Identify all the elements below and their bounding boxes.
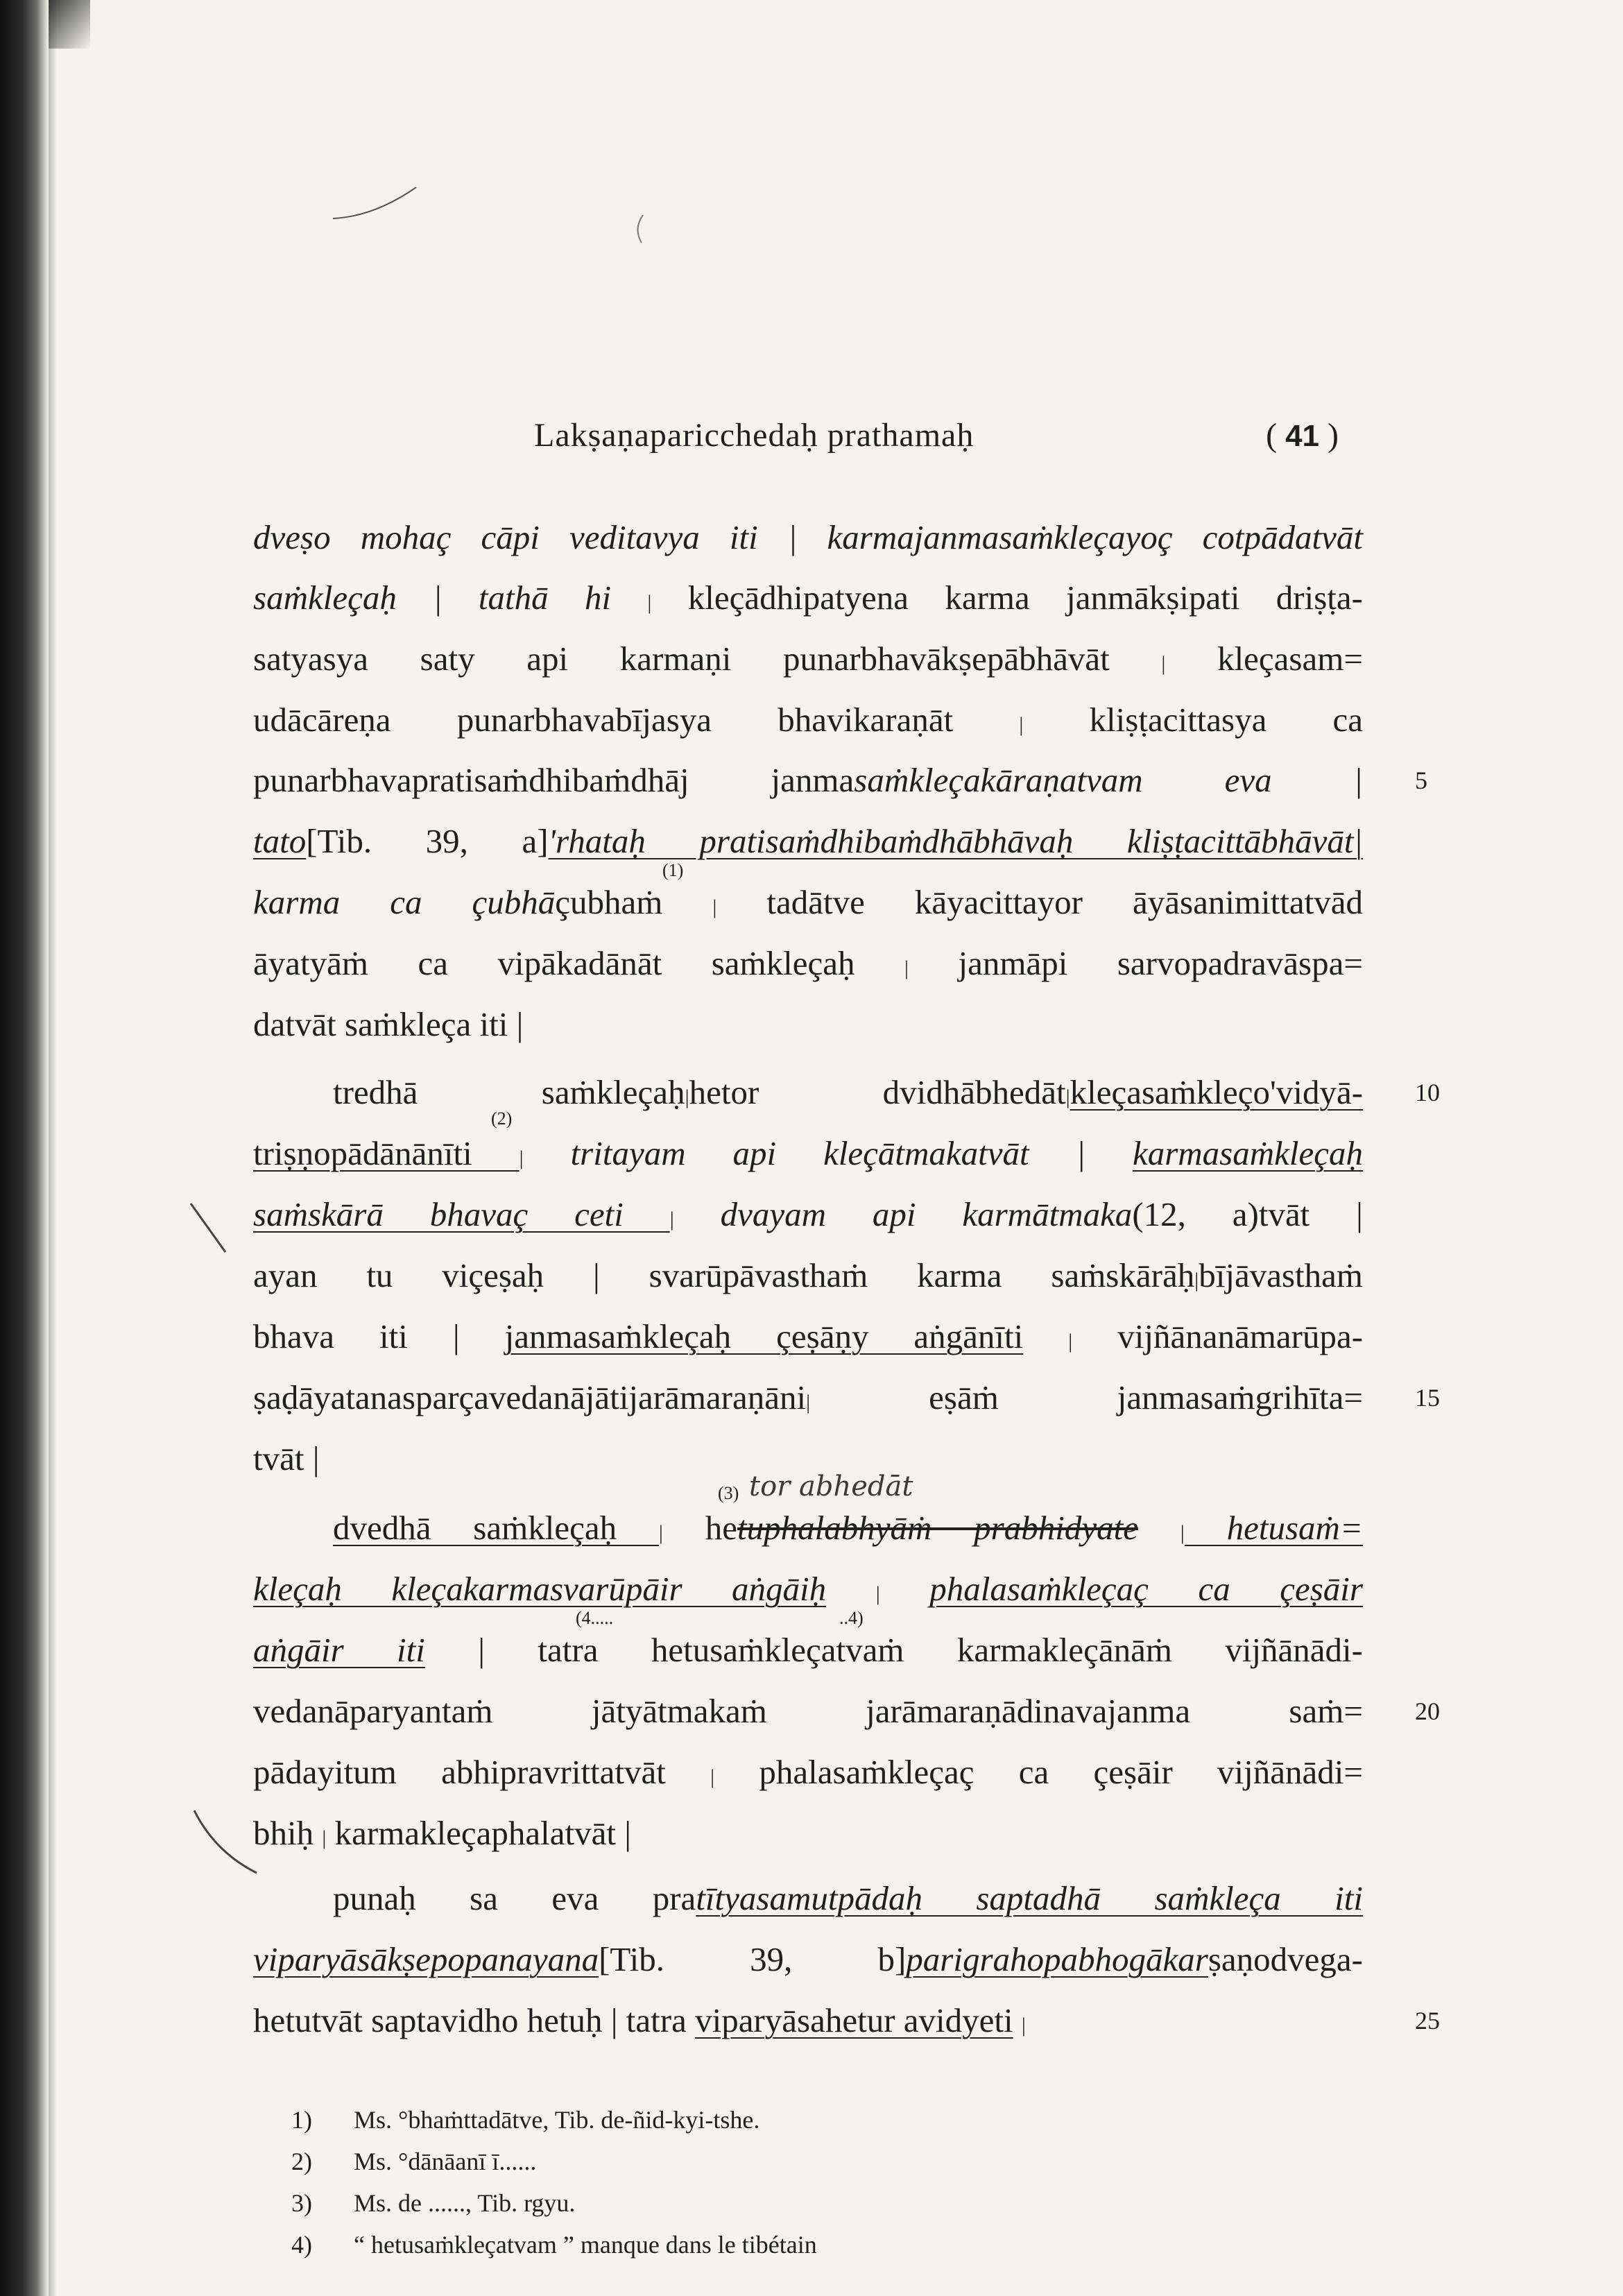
danda-mark: | [904, 957, 909, 979]
footnote-text: Ms. °dānāanī ī...... [354, 2148, 537, 2175]
line-13-segment: ayan tu viçeṣaḥ | svarūpāvasthaṁ karma saṁskārāḥ [253, 1256, 1195, 1294]
text-line-10 [333, 1068, 1363, 1117]
struck-through-text: tuphalabhyāṁ prabhidyate [737, 1509, 1138, 1547]
danda-mark: | [1194, 1269, 1199, 1292]
stray-bracket-mark [628, 212, 649, 246]
footnote-number: 1) [291, 2106, 312, 2134]
line-5-segment: punarbhavapratisaṁdhibaṁdhāj janma [253, 761, 855, 799]
line-17-segment [1138, 1509, 1180, 1547]
text-line-3 [253, 635, 1363, 683]
line-number-5: 5 [1415, 766, 1427, 794]
line-10-segment: 'vidyā- [1270, 1073, 1364, 1111]
danda-mark: | [712, 896, 717, 918]
line-21-segment: phalasaṁkleçaç ca çeṣāir vijñānādi= [714, 1753, 1363, 1791]
line-7-segment: tadātve kāyacittayor āyāsanimittatvād [716, 883, 1363, 921]
line-12-segment: saṁskārā bhavaç ceti [253, 1195, 670, 1233]
line-17-segment: dvedhā saṁkleçaḥ [333, 1509, 659, 1547]
spine-edge-shade [49, 0, 57, 2296]
line-15-segment: ṣaḍāyatanasparçavedanājātijarāmaraṇāni [253, 1378, 807, 1416]
footnote-text: “ hetusaṁkleçatvam ” manque dans le tibétain [354, 2231, 817, 2259]
footnote-4 [291, 2227, 817, 2263]
line-18-segment [826, 1570, 876, 1608]
footnote-marker-4-end: ..4) [839, 1608, 864, 1628]
line-22-segment: karmakleçaphalatvāt | [326, 1814, 632, 1852]
danda-mark: | [806, 1391, 811, 1414]
line-14-segment: janmasaṁkleçaḥ çeṣāṇy aṅgānīti [504, 1317, 1024, 1355]
text-line-1 [253, 513, 1363, 562]
line-11-segment: karmasaṁkleçaḥ [1132, 1134, 1363, 1172]
text-line-2 [253, 574, 1363, 622]
danda-mark: | [1180, 1521, 1185, 1544]
footnote-number: 2) [291, 2148, 312, 2175]
footnote-1 [291, 2102, 759, 2138]
running-title: Lakṣaṇaparicchedaḥ prathamaḥ [534, 417, 974, 454]
line-23-segment: punaḥ sa eva pra [333, 1879, 696, 1917]
line-25-segment [1013, 2001, 1022, 2039]
text-line-17 [333, 1504, 1363, 1552]
text-line-25 [253, 1996, 1363, 2045]
line-3-segment: satyasya saty api karmaṇi punarbhavākṣepābhāvāt [253, 640, 1162, 678]
margin-slash-mark [187, 1804, 264, 1880]
line-5-segment: saṁkleçakāraṇatvam eva | [854, 761, 1363, 799]
line-7-segment: karma ca çubhā [253, 883, 556, 921]
line-17-segment: he [662, 1509, 737, 1547]
text-line-21 [253, 1748, 1363, 1797]
footnote-3 [291, 2185, 575, 2221]
text-line-19 [253, 1626, 1363, 1674]
line-6-segment: tato [253, 822, 307, 860]
danda-mark: | [647, 591, 652, 614]
margin-tick-mark [184, 1197, 232, 1259]
danda-mark: | [875, 1582, 880, 1605]
line-number-10: 10 [1415, 1079, 1440, 1106]
footnote-marker-3: (3) [718, 1483, 739, 1503]
footnote-text: Ms. de ......, Tib. rgyu. [354, 2189, 576, 2217]
text-line-11 [253, 1129, 1363, 1178]
line-2-segment: saṁkleçaḥ | tathā hi [253, 579, 648, 617]
line-17-segment: hetusaṁ= [1184, 1509, 1363, 1547]
line-22-segment: bhiḥ [253, 1814, 323, 1852]
tibetan-reference: [Tib. 39, a] [306, 822, 549, 860]
footnote-marker-2: (2) [491, 1108, 513, 1129]
line-number-15: 15 [1415, 1384, 1440, 1412]
danda-mark: | [322, 1826, 327, 1849]
line-24-segment: parigrahopabhogākar [906, 1940, 1208, 1978]
page-header [534, 416, 1339, 465]
line-14-segment: bhava iti | [253, 1317, 505, 1355]
footnote-marker-1: (1) [662, 860, 684, 880]
line-23-segment: tītyasamutpādaḥ saptadhā saṁkleça iti [696, 1879, 1363, 1917]
line-11-segment: tritayam api kleçātmakatvāt | [523, 1134, 1133, 1172]
line-10-segment: hetor dvidhābhedāt [689, 1073, 1066, 1111]
line-4-segment: kliṣṭacittasya ca [1023, 701, 1363, 739]
page-number: ( 41 ) [1266, 417, 1339, 454]
text-line-14 [253, 1312, 1363, 1361]
text-line-9 [253, 1000, 1363, 1049]
text-line-7 [253, 878, 1363, 927]
text-line-24 [253, 1935, 1363, 1984]
text-line-5 [253, 756, 1363, 805]
line-15-segment: eṣāṁ janmasaṁgrihīta= [810, 1378, 1363, 1416]
text-line-4 [253, 696, 1363, 744]
stray-pencil-stroke-mark [326, 180, 423, 229]
danda-mark: | [1068, 1330, 1073, 1353]
line-12-segment: karmātmaka [962, 1195, 1133, 1233]
danda-mark: | [519, 1147, 524, 1170]
line-8-segment: janmāpi sarvopadravāspa= [909, 944, 1363, 982]
line-21-segment: pādayitum abhipravrittatvāt [253, 1753, 711, 1791]
line-10-segment: kleçasaṁkleço [1070, 1073, 1270, 1111]
danda-mark: | [658, 1521, 663, 1544]
text-line-6 [253, 817, 1363, 866]
book-spine-shadow [0, 0, 49, 2296]
line-12-segment: dvayam api [673, 1195, 963, 1233]
footnote-marker-4-start: (4..... [576, 1608, 614, 1628]
text-line-12 [253, 1190, 1363, 1239]
line-3-segment: kleçasam= [1165, 640, 1363, 678]
line-20-segment: vedanāparyantaṁ jātyātmakaṁ jarāmaraṇādinavajanma saṁ= [253, 1692, 1363, 1730]
footnote-number: 3) [291, 2189, 312, 2217]
line-7-segment: çubhaṁ [555, 883, 713, 921]
danda-mark: | [1161, 652, 1166, 675]
line-24-segment: ṣaṇodvega- [1208, 1940, 1363, 1978]
page-number-value: 41 [1285, 419, 1320, 453]
line-25-segment: viparyāsahetur avidyeti [695, 2001, 1013, 2039]
footnote-2 [291, 2143, 536, 2179]
line-25-segment: hetutvāt saptavidho hetuḥ | tatra [253, 2001, 696, 2039]
text-line-8 [253, 939, 1363, 988]
line-9-segment: datvāt saṁkleça iti | [253, 1005, 524, 1043]
line-4-segment: udācāreṇa punarbhavabījasya bhavikaraṇāt [253, 701, 1020, 739]
line-12-segment: (12, a)tvāt | [1132, 1195, 1363, 1233]
line-16-segment: tvāt | [253, 1439, 320, 1477]
line-11-segment: triṣṇopādānānīti [253, 1134, 519, 1172]
line-13-segment: bījāvasthaṁ [1199, 1256, 1363, 1294]
line-19-segment: | tatra hetusaṁkleçatvaṁ karmakleçānāṁ vijñānādi- [424, 1631, 1363, 1669]
page-corner-shade [49, 0, 90, 49]
danda-mark: | [710, 1765, 715, 1788]
danda-mark: | [685, 1086, 689, 1108]
text-line-18 [253, 1565, 1363, 1613]
text-line-13 [253, 1251, 1363, 1300]
line-10-segment: tredhā saṁkleçaḥ [333, 1073, 685, 1111]
tibetan-reference: [Tib. 39, b] [599, 1940, 907, 1978]
footnote-text: Ms. °bhaṁttadātve, Tib. de-ñid-kyi-tshe. [354, 2106, 760, 2134]
danda-mark: | [669, 1208, 674, 1231]
line-24-segment: viparyāsākṣepopanayana [253, 1940, 599, 1978]
text-line-15 [253, 1373, 1363, 1422]
danda-mark: | [1065, 1086, 1070, 1108]
line-14-segment: vijñānanāmarūpa- [1072, 1317, 1364, 1355]
line-6-segment: 'rhataḥ pratisaṁdhibaṁdhābhāvaḥ kliṣṭacittābhāvāt| [548, 822, 1363, 860]
text-line-23 [333, 1874, 1363, 1923]
line-18-segment: kleçaḥ kleçakarmasvarūpāir aṅgāiḥ [253, 1570, 827, 1608]
line-8-segment: āyatyāṁ ca vipākadānāt saṁkleçaḥ [253, 944, 904, 982]
text-line-22 [253, 1809, 1363, 1858]
line-2-segment: kleçādhipatyena karma janmākṣipati driṣṭa- [651, 579, 1363, 617]
text-line-20 [253, 1687, 1363, 1736]
line-number-25: 25 [1415, 2007, 1440, 2034]
danda-mark: | [1019, 713, 1024, 736]
line-number-20: 20 [1415, 1697, 1440, 1725]
danda-mark: | [1021, 2014, 1026, 2037]
line-18-segment [880, 1570, 930, 1608]
line-1-segment: dveṣo mohaç cāpi veditavya iti | karmajanmasaṁkleçayoç cotpādatvāt [253, 518, 1363, 556]
footnote-number: 4) [291, 2231, 312, 2259]
line-19-segment: aṅgāir iti [253, 1631, 425, 1669]
line-14-segment [1023, 1317, 1068, 1355]
line-18-segment: phalasaṁkleçaç ca çeṣāir [929, 1570, 1363, 1608]
handwritten-correction: tor abhedāt [749, 1471, 913, 1502]
